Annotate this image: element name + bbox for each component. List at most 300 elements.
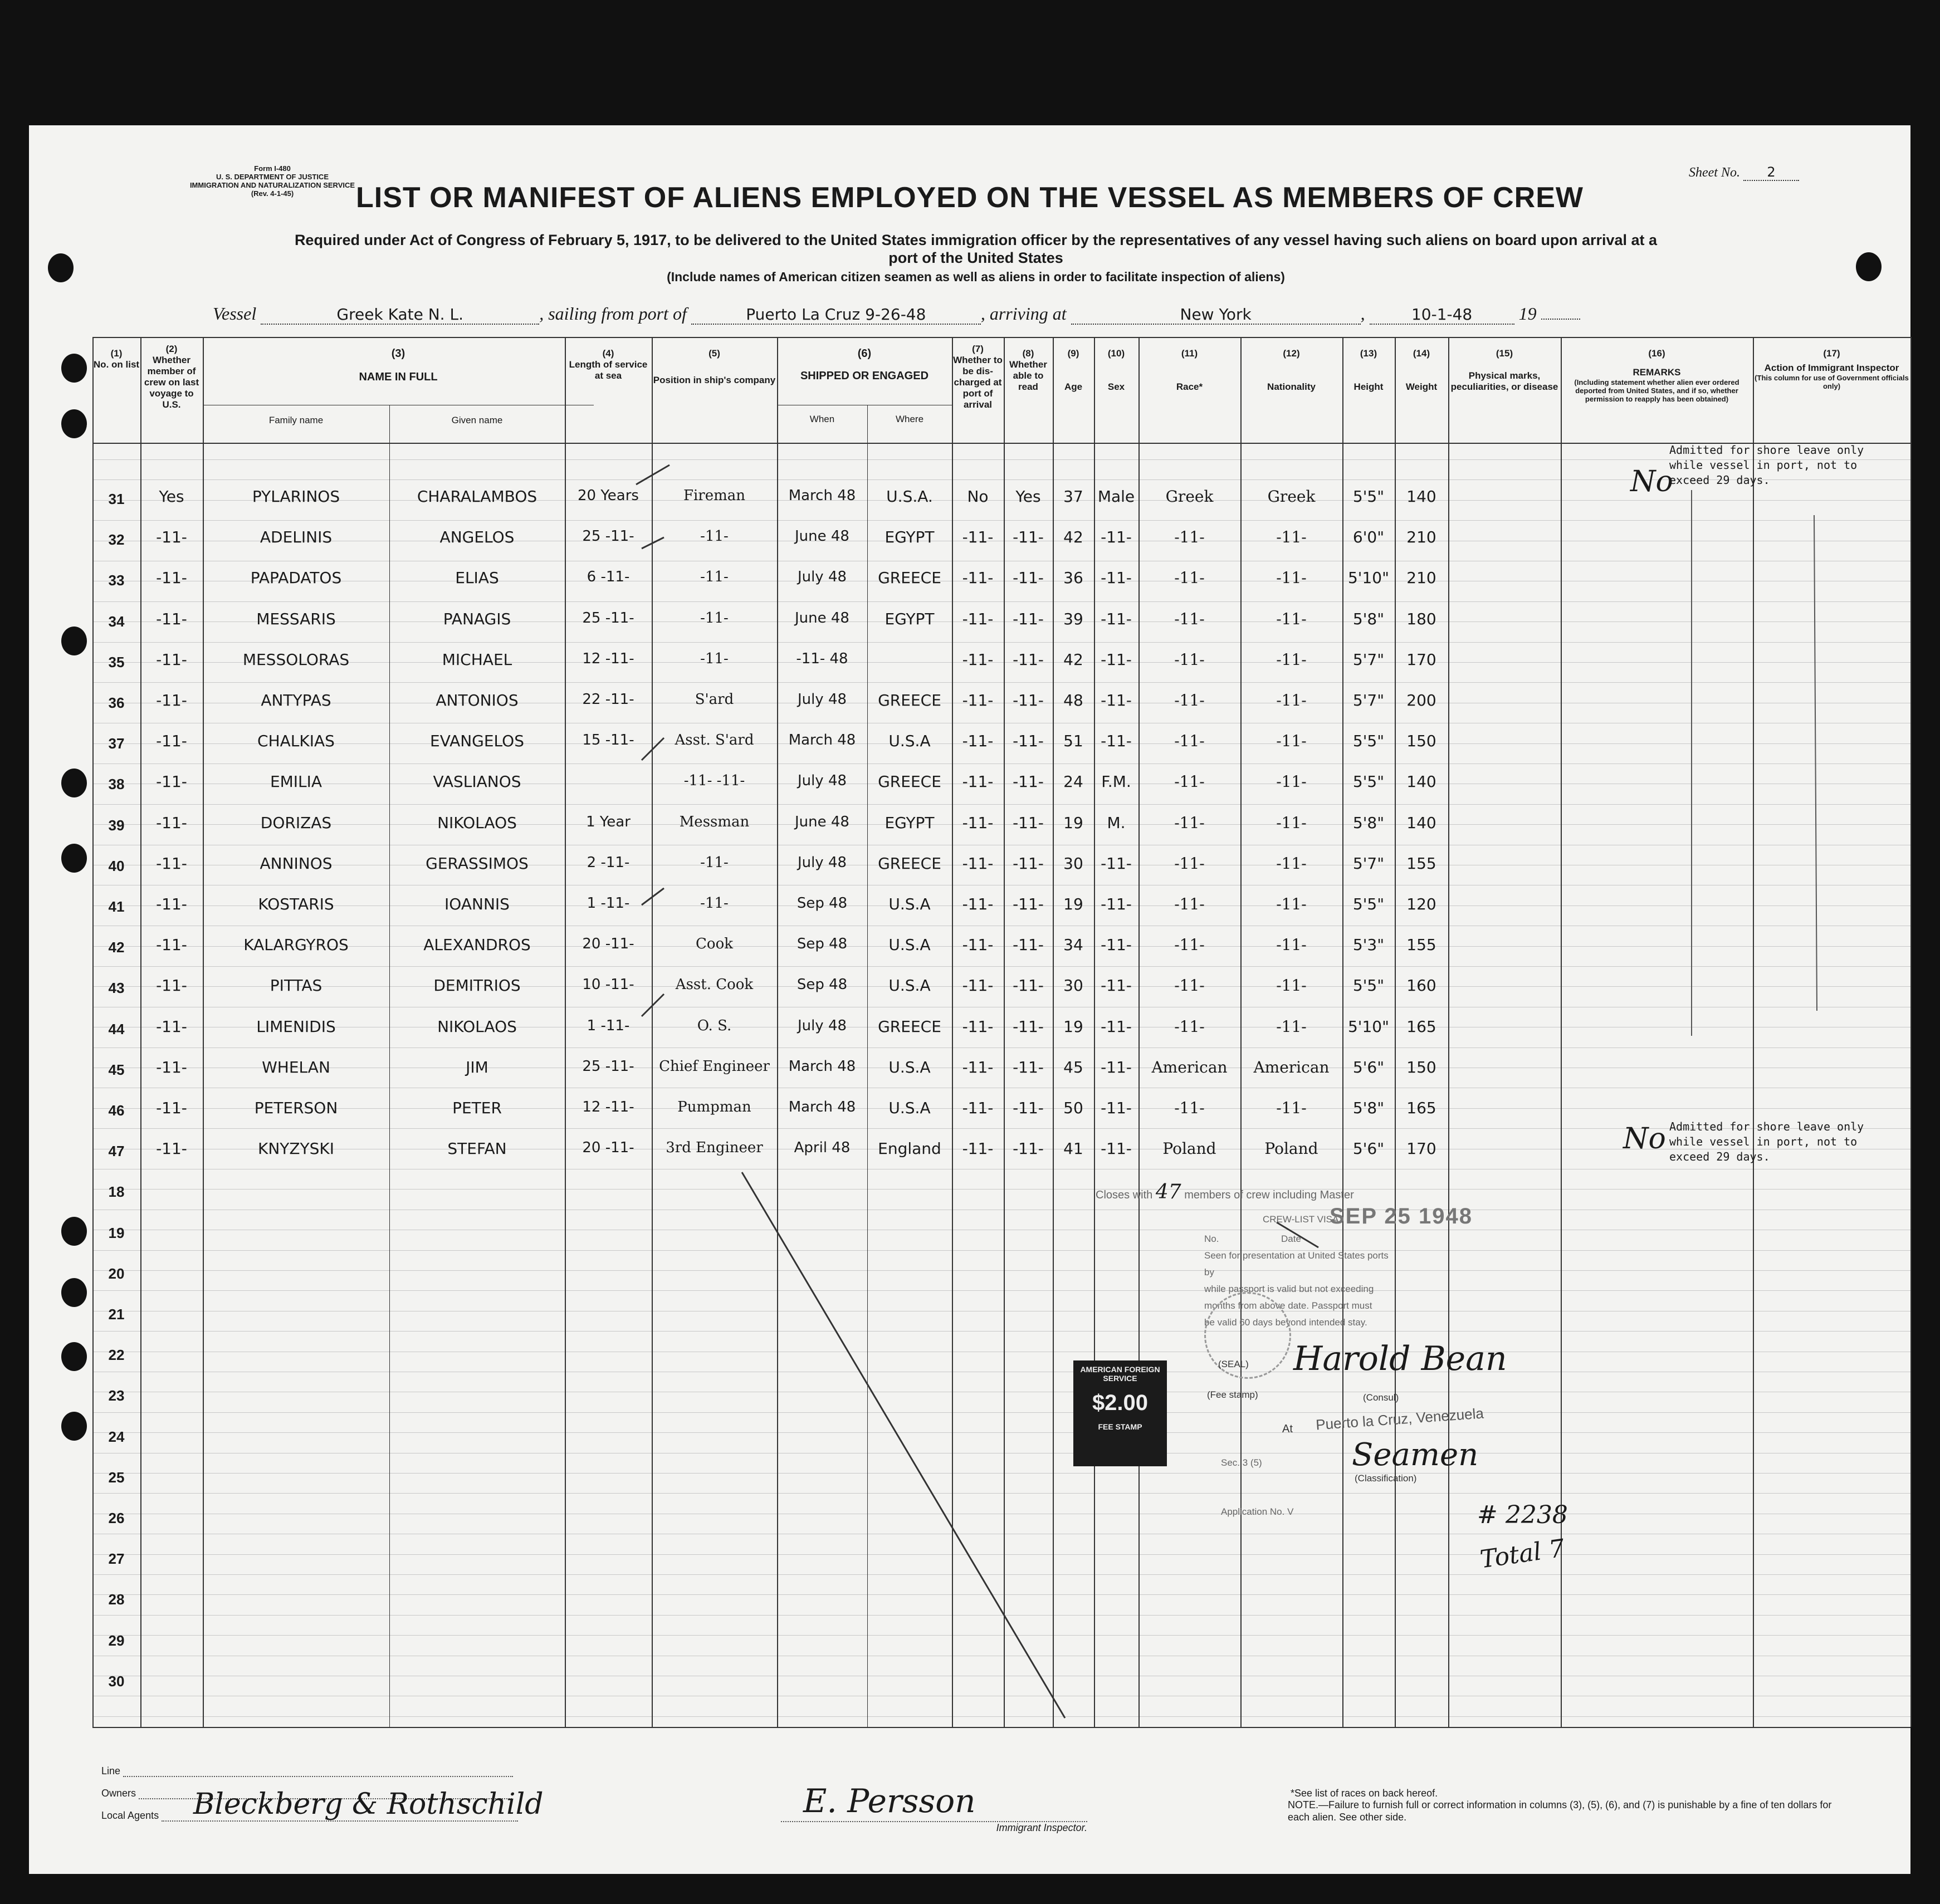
cell-read: -11- (1013, 691, 1044, 709)
cell-family: ADELINIS (260, 528, 333, 546)
voyage-line: Vessel Greek Kate N. L. , sailing from port of Puerto La Cruz 9-26-48 , arriving at New York , 10-1-48 19 (213, 304, 1580, 325)
cell-family: ANNINOS (260, 854, 333, 873)
agents-value: Bleckberg & Rothschild (193, 1788, 544, 1821)
cell-age: 51 (1063, 732, 1083, 750)
cell-prev: -11- (156, 691, 187, 709)
cell-discharged: -11- (962, 976, 994, 995)
cell-discharged: -11- (962, 650, 994, 669)
cell-where: EGYPT (885, 610, 935, 628)
cell-read: -11- (1013, 650, 1044, 669)
cell-prev: -11- (156, 936, 187, 954)
cell-age: 24 (1063, 772, 1083, 791)
fee-stamp-bottom: FEE STAMP (1098, 1422, 1142, 1431)
cell-given: DEMITRIOS (433, 976, 521, 995)
cell-race: -11- (1174, 772, 1205, 791)
cell-where: U.S.A. (886, 487, 933, 506)
cell-sex: -11- (1101, 691, 1132, 709)
cell-when: July 48 (797, 569, 847, 585)
cell-weight: 210 (1406, 528, 1436, 546)
header-race: (11) Race* (1176, 348, 1203, 392)
row-number: 47 (108, 1143, 125, 1159)
header-physical-marks: (15) Physical marks, peculiarities, or disease (1450, 348, 1558, 392)
cell-family: PAPADATOS (250, 569, 342, 587)
cell-weight: 140 (1406, 814, 1436, 832)
cell-when: Sep 48 (796, 895, 848, 912)
cell-age: 30 (1063, 854, 1083, 873)
cell-where: England (878, 1139, 941, 1158)
row-number: 45 (108, 1061, 125, 1078)
cell-given: STEFAN (447, 1139, 507, 1158)
service: IMMIGRATION AND NATURALIZATION SERVICE (189, 181, 355, 189)
header-family-name: Family name (268, 415, 324, 425)
cell-sex: -11- (1101, 854, 1132, 873)
remark-no-lower: No (1623, 1122, 1666, 1156)
cell-weight: 200 (1406, 691, 1436, 709)
cell-read: -11- (1013, 1058, 1044, 1076)
cell-prev: -11- (156, 976, 187, 995)
penalty-note: NOTE.—Failure to furnish full or correct information in columns (3), (5), (6), and (7) is punishable by a fine of ten dollars for each alien. See other side. (1288, 1799, 1832, 1823)
cell-age: 39 (1063, 610, 1083, 628)
form-number: Form I-480 (254, 164, 291, 173)
cell-race: -11- (1174, 854, 1205, 873)
cell-family: PITTAS (270, 976, 322, 995)
cell-discharged: -11- (962, 569, 994, 587)
cell-weight: 150 (1406, 732, 1436, 750)
row-number: 38 (108, 776, 125, 792)
cell-read: -11- (1013, 610, 1044, 628)
cell-service: 20 Years (578, 487, 639, 504)
visa-consul-label: (Consul) (1363, 1392, 1399, 1403)
form-title: LIST OR MANIFEST OF ALIENS EMPLOYED ON THE VESSEL AS MEMBERS OF CREW (356, 182, 1584, 214)
cell-family: EMILIA (270, 772, 322, 791)
arriving-label: , arriving at (980, 304, 1067, 324)
cell-sex: -11- (1101, 936, 1132, 954)
cell-height: 5'5" (1352, 895, 1385, 913)
cell-race: Greek (1165, 487, 1214, 506)
row-number: 40 (108, 858, 125, 874)
header-name: (3) NAME IN FULL (359, 347, 438, 383)
visa-sec-label: Sec. 3 (5) (1221, 1457, 1262, 1468)
cell-discharged: -11- (962, 895, 994, 913)
cell-service: 12 -11- (582, 1099, 634, 1115)
subtitle-port: port of the United States (888, 249, 1063, 266)
cell-read: -11- (1013, 814, 1044, 832)
row-number: 36 (108, 694, 125, 711)
row-number: 18 (108, 1183, 125, 1200)
cell-race: -11- (1174, 650, 1205, 669)
cell-where: U.S.A (888, 895, 931, 913)
cell-discharged: -11- (962, 732, 994, 750)
cell-where: GREECE (878, 1017, 941, 1036)
visa-header: CREW-LIST VISA (1263, 1214, 1339, 1225)
cell-discharged: -11- (962, 610, 994, 628)
cell-age: 37 (1063, 487, 1083, 506)
cell-height: 5'10" (1347, 1017, 1390, 1036)
cell-when: July 48 (797, 1017, 847, 1034)
cell-prev: -11- (156, 1058, 187, 1076)
row-number: 26 (108, 1510, 125, 1526)
cell-nationality: -11- (1276, 976, 1307, 995)
cell-prev: -11- (156, 569, 187, 587)
cell-position: O. S. (697, 1017, 732, 1034)
cell-family: WHELAN (262, 1058, 330, 1076)
year-label: 19 (1518, 304, 1537, 324)
cell-service: 20 -11- (582, 1139, 634, 1156)
visa-classification-label: (Classification) (1355, 1473, 1417, 1484)
cell-weight: 160 (1406, 976, 1436, 995)
cell-given: GERASSIMOS (426, 854, 529, 873)
cell-service: 25 -11- (582, 1058, 634, 1075)
cell-sex: -11- (1101, 569, 1132, 587)
department: U. S. DEPARTMENT OF JUSTICE (216, 173, 329, 181)
sheet-number-value: 2 (1743, 164, 1799, 181)
cell-family: ANTYPAS (261, 691, 331, 709)
row-number: 24 (108, 1428, 125, 1445)
header-remarks: (16) REMARKS (Including statement whether alien ever ordered deported from United States, and if so, whether permission to reapply has been obtained) (1574, 348, 1739, 403)
cell-when: March 48 (788, 487, 856, 504)
cell-height: 5'8" (1352, 1099, 1385, 1117)
vessel-label: Vessel (213, 304, 257, 324)
cell-nationality: -11- (1276, 936, 1307, 954)
cell-service: 25 -11- (582, 528, 634, 545)
col-rule (1910, 337, 1912, 1727)
row-number: 33 (108, 572, 125, 589)
subtitle-act: Required under Act of Congress of February 5, 1917, to be delivered to the United States immigration officer by the representatives of any vessel having such aliens on board upon arrival at a (294, 232, 1658, 248)
cell-given: JIM (466, 1058, 488, 1076)
cell-weight: 165 (1406, 1099, 1436, 1117)
row-number: 39 (108, 817, 125, 834)
reference-total: Total 7 (1478, 1534, 1567, 1574)
cell-race: -11- (1174, 936, 1205, 954)
row-number: 31 (108, 491, 125, 507)
cell-discharged: -11- (962, 1099, 994, 1117)
cell-discharged: -11- (962, 528, 994, 546)
cell-age: 48 (1063, 691, 1083, 709)
cell-read: -11- (1013, 1017, 1044, 1036)
header-inspector-action: (17) Action of Immigrant Inspector (This column for use of Government officials only) (1755, 348, 1909, 390)
subtitle-include: (Include names of American citizen seamen as well as aliens in order to facilitate inspection of aliens) (667, 270, 1285, 284)
cell-family: KALARGYROS (243, 936, 349, 954)
cell-race: -11- (1174, 569, 1205, 587)
cell-where: EGYPT (885, 528, 935, 546)
visa-at-value: Puerto la Cruz, Venezuela (1315, 1404, 1484, 1433)
cell-height: 5'7" (1352, 691, 1385, 709)
fee-stamp-amount: $2.00 (1092, 1391, 1149, 1415)
cell-family: CHALKIAS (257, 732, 335, 750)
cell-family: PYLARINOS (252, 487, 340, 506)
cell-where: GREECE (878, 854, 941, 873)
cell-height: 6'0" (1352, 528, 1385, 546)
cell-discharged: -11- (962, 1058, 994, 1076)
row-number: 42 (108, 939, 125, 956)
cell-nationality: -11- (1276, 569, 1307, 587)
header-prev-voyage: (2) Whether member of crew on last voyage to U.S. (144, 344, 199, 410)
cell-read: -11- (1013, 1139, 1044, 1158)
cell-service: 20 -11- (582, 936, 634, 952)
cell-sex: F.M. (1101, 772, 1131, 791)
cell-where: U.S.A (888, 936, 931, 954)
header-no: (1) No. on list (93, 348, 140, 370)
row-number: 20 (108, 1265, 125, 1282)
cell-race: American (1151, 1058, 1228, 1076)
cell-prev: -11- (156, 732, 187, 750)
cell-given: ANTONIOS (436, 691, 519, 709)
cell-sex: -11- (1101, 1017, 1132, 1036)
cell-race: Poland (1162, 1139, 1216, 1158)
cell-weight: 155 (1406, 936, 1436, 954)
cell-given: NIKOLAOS (437, 1017, 517, 1036)
row-number: 46 (108, 1102, 125, 1119)
cell-race: -11- (1174, 895, 1205, 913)
cell-where: GREECE (878, 569, 941, 587)
revision: (Rev. 4-1-45) (251, 189, 294, 198)
cell-where: U.S.A (888, 976, 931, 995)
footer-line: Line (101, 1765, 513, 1777)
cell-service: 1 -11- (587, 895, 630, 912)
cell-service: 2 -11- (587, 854, 630, 871)
cell-when: July 48 (797, 854, 847, 871)
cell-service: 15 -11- (582, 732, 634, 748)
cell-family: MESSOLORAS (242, 650, 350, 669)
cell-service: 1 Year (586, 814, 631, 830)
cell-height: 5'3" (1352, 936, 1385, 954)
cell-sex: Male (1097, 487, 1135, 506)
cell-height: 5'8" (1352, 814, 1385, 832)
cell-given: VASLIANOS (433, 772, 521, 791)
cell-age: 19 (1063, 814, 1083, 832)
cell-prev: -11- (156, 650, 187, 669)
cell-position: Pumpman (677, 1099, 751, 1115)
cell-prev: Yes (159, 487, 184, 506)
cell-service: 1 -11- (587, 1017, 630, 1034)
cell-position: Cook (696, 936, 733, 952)
cell-nationality: -11- (1276, 650, 1307, 669)
cell-position: Asst. Cook (675, 976, 754, 993)
visa-valid-line: while passport is valid but not exceeding (1204, 1284, 1374, 1294)
header-given-name: Given name (451, 415, 503, 425)
cell-nationality: -11- (1276, 854, 1307, 873)
cell-age: 19 (1063, 895, 1083, 913)
cell-height: 5'6" (1352, 1058, 1385, 1076)
row-number: 43 (108, 980, 125, 996)
header-age: (9) Age (1064, 348, 1083, 392)
closing-line: Closes with 47 members of crew including Master (1096, 1181, 1354, 1203)
cell-position: 3rd Engineer (666, 1139, 763, 1156)
cell-where: U.S.A (888, 1058, 931, 1076)
cell-family: MESSARIS (256, 610, 336, 628)
cell-age: 41 (1063, 1139, 1083, 1158)
cell-discharged: -11- (962, 1139, 994, 1158)
cell-position: Fireman (683, 487, 746, 504)
cell-sex: -11- (1101, 610, 1132, 628)
cell-service: 6 -11- (587, 569, 630, 585)
cell-prev: -11- (156, 528, 187, 546)
footer-agents: Local Agents (101, 1810, 518, 1822)
cell-discharged: -11- (962, 936, 994, 954)
cell-prev: -11- (156, 1017, 187, 1036)
cell-service: 25 -11- (582, 610, 634, 626)
cell-height: 5'7" (1352, 854, 1385, 873)
cell-age: 45 (1063, 1058, 1083, 1076)
arrival-date: 10-1-48 (1370, 305, 1514, 325)
cell-nationality: -11- (1276, 1099, 1307, 1117)
cell-position: -11- (700, 650, 729, 667)
visa-no-label: No. (1204, 1234, 1219, 1244)
cell-read: -11- (1013, 772, 1044, 791)
cell-sex: -11- (1101, 528, 1132, 546)
cell-when: June 48 (795, 814, 849, 830)
cell-height: 5'7" (1352, 650, 1385, 669)
cell-race: -11- (1174, 528, 1205, 546)
cell-when: March 48 (788, 732, 856, 748)
cell-weight: 180 (1406, 610, 1436, 628)
header-when: When (809, 414, 835, 424)
cell-height: 5'5" (1352, 976, 1385, 995)
cell-race: -11- (1174, 610, 1205, 628)
cell-prev: -11- (156, 772, 187, 791)
cell-read: -11- (1013, 936, 1044, 954)
row-number: 27 (108, 1550, 125, 1567)
strike-lines (29, 125, 1910, 1874)
header-shipped: (6) SHIPPED OR ENGAGED (800, 347, 929, 382)
row-number: 44 (108, 1021, 125, 1037)
header-nationality: (12) Nationality (1267, 348, 1316, 392)
remark-no-upper: No (1630, 465, 1673, 498)
cell-given: NIKOLAOS (437, 814, 517, 832)
cell-discharged: -11- (962, 691, 994, 709)
cell-where: GREECE (878, 772, 941, 791)
shore-leave-remark-lower: Admitted for shore leave only while vessel in port, not to exceed 29 days. (1669, 1120, 1864, 1163)
cell-sex: -11- (1101, 650, 1132, 669)
cell-race: -11- (1174, 814, 1205, 832)
cell-nationality: -11- (1276, 610, 1307, 628)
cell-when: July 48 (797, 772, 847, 789)
sailing-label: , sailing from port of (539, 304, 687, 324)
cell-age: 42 (1063, 528, 1083, 546)
cell-position: -11- (700, 895, 729, 912)
cell-discharged: -11- (962, 1017, 994, 1036)
cell-when: March 48 (788, 1099, 856, 1115)
cell-sex: -11- (1101, 976, 1132, 995)
cell-discharged: -11- (962, 814, 994, 832)
cell-prev: -11- (156, 895, 187, 913)
cell-race: -11- (1174, 1099, 1205, 1117)
visa-beyond-line: be valid 60 days beyond intended stay. (1204, 1317, 1367, 1328)
cell-family: LIMENIDIS (256, 1017, 336, 1036)
cell-prev: -11- (156, 1139, 187, 1158)
cell-weight: 155 (1406, 854, 1436, 873)
visa-date-label: Date (1281, 1234, 1301, 1244)
cell-discharged: No (967, 487, 989, 506)
visa-at-label: At (1282, 1423, 1293, 1435)
row-number: 34 (108, 613, 125, 630)
row-number: 30 (108, 1673, 125, 1690)
cell-family: KNYZYSKI (257, 1139, 335, 1158)
cell-position: Messman (679, 814, 750, 830)
cell-nationality: -11- (1276, 691, 1307, 709)
visa-date: SEP 25 1948 (1330, 1204, 1473, 1228)
cell-age: 30 (1063, 976, 1083, 995)
cell-height: 5'5" (1352, 772, 1385, 791)
sheet-number-label: Sheet No. (1689, 165, 1740, 180)
row-number: 29 (108, 1632, 125, 1649)
cell-age: 34 (1063, 936, 1083, 954)
cell-weight: 140 (1406, 487, 1436, 506)
cell-read: -11- (1013, 1099, 1044, 1117)
cell-height: 5'5" (1352, 732, 1385, 750)
race-note: *See list of races on back hereof. (1291, 1788, 1438, 1799)
fee-stamp (1073, 1360, 1167, 1466)
header-read: (8) Whether able to read (1009, 348, 1047, 392)
row-number: 37 (108, 735, 125, 752)
cell-family: KOSTARIS (258, 895, 334, 913)
cell-position: Asst. S'ard (675, 732, 754, 748)
cell-height: 5'10" (1347, 569, 1390, 587)
visa-seen-line: Seen for presentation at United States ports (1204, 1250, 1389, 1261)
visa-application-label: Application No. V (1221, 1506, 1294, 1517)
cell-sex: -11- (1101, 895, 1132, 913)
row-number: 21 (108, 1306, 125, 1323)
cell-service: 12 -11- (582, 650, 634, 667)
cell-service: 22 -11- (582, 691, 634, 708)
cell-read: -11- (1013, 895, 1044, 913)
cell-when: June 48 (795, 610, 849, 626)
cell-family: DORIZAS (260, 814, 332, 832)
cell-family: PETERSON (254, 1099, 338, 1117)
cell-sex: -11- (1101, 1058, 1132, 1076)
row-number: 32 (108, 531, 125, 548)
shore-leave-remark-upper: Admitted for shore leave only while vessel in port, not to exceed 29 days. (1669, 443, 1864, 487)
inspector-label: Immigrant Inspector. (781, 1821, 1087, 1834)
cell-weight: 170 (1406, 650, 1436, 669)
cell-given: MICHAEL (442, 650, 512, 669)
cell-race: -11- (1174, 691, 1205, 709)
visa-seal-label: (SEAL) (1218, 1359, 1249, 1369)
cell-position: Chief Engineer (659, 1058, 770, 1075)
cell-sex: -11- (1101, 1139, 1132, 1158)
row-number: 28 (108, 1591, 125, 1608)
header-position: (5) Position in ship's company (653, 348, 776, 385)
cell-service: 10 -11- (582, 976, 634, 993)
cell-weight: 150 (1406, 1058, 1436, 1076)
cell-nationality: Poland (1264, 1139, 1318, 1158)
cell-weight: 140 (1406, 772, 1436, 791)
visa-classification-value: Seamen (1352, 1437, 1479, 1473)
cell-when: April 48 (794, 1139, 851, 1156)
row-number: 25 (108, 1469, 125, 1486)
cell-prev: -11- (156, 610, 187, 628)
cell-weight: 165 (1406, 1017, 1436, 1036)
cell-nationality: -11- (1276, 814, 1307, 832)
sailing-value: Puerto La Cruz 9-26-48 (691, 305, 981, 325)
cell-given: ALEXANDROS (423, 936, 531, 954)
cell-race: -11- (1174, 732, 1205, 750)
arriving-value: New York (1071, 305, 1361, 325)
cell-prev: -11- (156, 854, 187, 873)
cell-sex: -11- (1101, 732, 1132, 750)
cell-nationality: -11- (1276, 895, 1307, 913)
cell-age: 36 (1063, 569, 1083, 587)
cell-given: PETER (452, 1099, 502, 1117)
cell-where: U.S.A (888, 732, 931, 750)
cell-when: Sep 48 (796, 976, 848, 993)
cell-read: -11- (1013, 976, 1044, 995)
cell-read: -11- (1013, 528, 1044, 546)
row-number: 41 (108, 898, 125, 915)
cell-weight: 120 (1406, 895, 1436, 913)
cell-where: GREECE (878, 691, 941, 709)
cell-read: Yes (1015, 487, 1041, 506)
